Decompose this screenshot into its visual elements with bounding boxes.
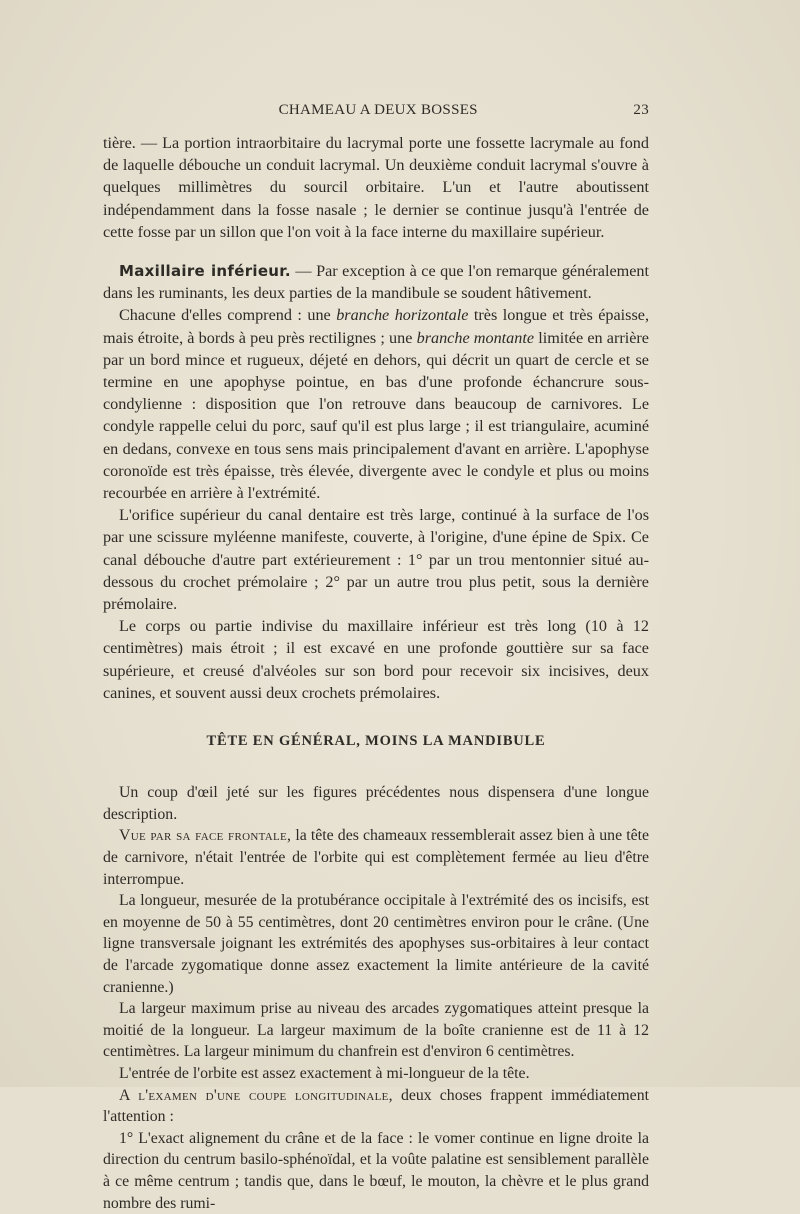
paragraph-intro: Un coup d'œil jeté sur les figures précédentes nous dispensera d'une longue description.: [103, 784, 649, 823]
italic-term: branche montante: [416, 328, 535, 347]
paragraph-largeur: La largeur maximum prise au niveau des arcades zygomatiques atteint presque la moitié de la longueur. La largeur maximum de la boîte cranienne est de 11 à 12 centimètres. La largeur minimum du chanfrein est d'environ 6 centimètres.: [103, 1000, 649, 1061]
paragraph-maxillaire-inferieur: [103, 260, 649, 304]
running-title: CHAMEAU A DEUX BOSSES: [278, 102, 478, 118]
text-run: très longue et très épaisse, mais étroite, à bords à peu près rectilignes ; une: [103, 306, 649, 347]
paragraph-branches: [103, 304, 649, 504]
text-run: Chacune d'elles comprend : une: [119, 306, 337, 325]
small-caps-label: Vue par sa face frontale,: [119, 827, 292, 845]
text-run: limitée en arrière par un bord mince et rugueux, déjeté en dehors, qui décrit un quart de cercle et se termine en une apophyse pointue, en bas d'une profonde échancrure sous-condylienne : disposition que l'on retrouve dans beaucoup de carnivores. Le condyle rappelle celui du porc, sauf qu'il est plus large ; il est triangulaire, acuminé en dedans, convexe en tous sens mais principalement d'avant en arrière. L'apophyse coronoïde est très épaisse, très élevée, divergente avec le condyle et plus ou moins recourbée en arrière à l'extrémité.: [103, 328, 649, 503]
section-heading: TÊTE EN GÉNÉRAL, MOINS LA MANDIBULE: [206, 733, 546, 750]
paragraph-lacrymal: tière. — La portion intraorbitaire du lacrymal porte une fossette lacrymale au fond de laquelle débouche un conduit lacrymal. Un deuxième conduit lacrymal s'ouvre à quelques millimètres du sourcil orbitaire. L'un et l'autre aboutissent indépendamment dans la fosse nasale ; le dernier se continue jusqu'à l'entrée de cette fosse par un sillon que l'on voit à la face interne du maxillaire supérieur.: [103, 134, 649, 241]
paragraph-alignement: 1° L'exact alignement du crâne et de la face : le vomer continue en ligne droite la direction du centrum basilo-sphénoïdal, et la voûte palatine est sensiblement parallèle à ce même centrum ; tandis que, dans le bœuf, le mouton, la chèvre et le plus grand nombre des rumi-: [103, 1129, 649, 1212]
paragraph-text: — Par exception à ce que l'on remarque généralement dans les ruminants, les deux parties de la mandibule se soudent hâtivement.: [103, 262, 649, 303]
page-body: [103, 132, 649, 1214]
paragraph-text: la tête des chameaux ressemblerait assez bien à une tête de carnivore, n'était l'entrée de l'orbite qui est complètement fermée au lieu d'être interrompue.: [103, 827, 649, 888]
paragraph-corps: Le corps ou partie indivise du maxillaire inférieur est très long (10 à 12 centimètres) mais étroit ; il est excavé en une profonde gouttière sur sa face supérieure, et creusé d'alvéoles sur son bord pour recevoir six incisives, deux canines, et souvent aussi deux crochets prémolaires.: [103, 617, 649, 702]
paragraph-text: deux choses frappent immédiatement l'attention :: [103, 1086, 649, 1126]
section-label-maxillaire: Maxillaire inférieur.: [119, 262, 291, 281]
small-caps-label: A l'examen d'une coupe longitudinale,: [119, 1086, 393, 1104]
paragraph-vue-frontale: [103, 825, 649, 890]
paragraph-coupe: [103, 1085, 649, 1128]
paragraph-canal-dentaire: L'orifice supérieur du canal dentaire est très large, continué à la surface de l'os par une scissure myléenne manifeste, couverte, à l'origine, d'une épine de Spix. Ce canal débouche d'autre part extérieurement : 1° par un trou mentonnier situé au-dessous du crochet prémolaire ; 2° par un autre trou plus petit, sous la dernière prémolaire.: [103, 506, 649, 614]
running-header: [103, 102, 649, 119]
section-body: [103, 782, 649, 1214]
italic-term: branche horizontale: [336, 306, 469, 325]
page-number: 23: [633, 102, 649, 118]
paragraph-orbite: L'entrée de l'orbite est assez exactement à mi-longueur de la tête.: [119, 1065, 530, 1082]
paragraph-longueur: La longueur, mesurée de la protubérance occipitale à l'extrémité des os incisifs, est en moyenne de 50 à 55 centimètres, dont 20 centimètres environ pour le crâne. (Une ligne transversale joignant les extrémités des apophyses sus-orbitaires à leur contact de l'arcade zygomatique donne assez exactement la limite antérieure de la cavité cranienne.): [103, 892, 649, 996]
